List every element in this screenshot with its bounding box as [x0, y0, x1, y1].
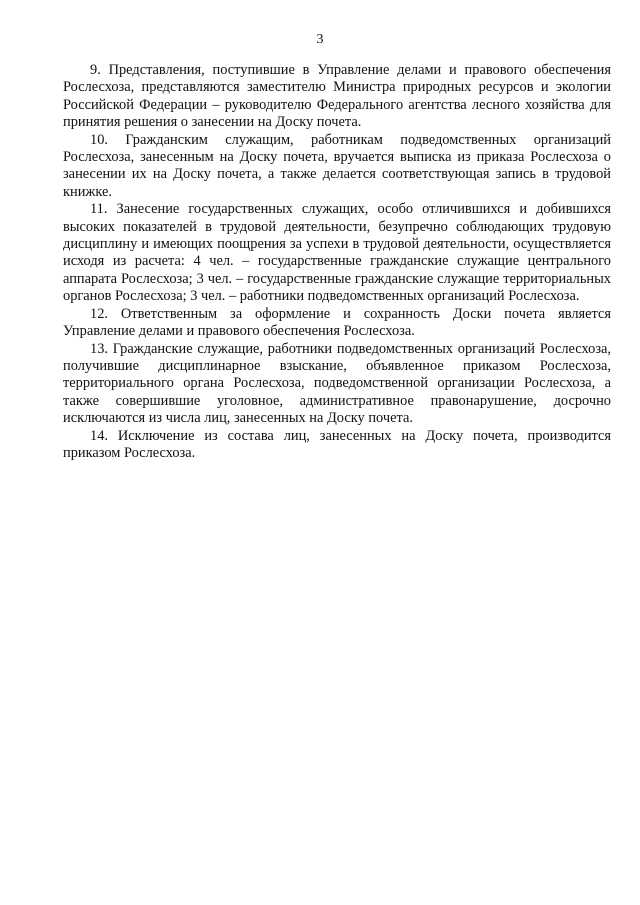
paragraph-12: 12. Ответственным за оформление и сохранность Доски почета является Управление делами и правового обеспечения Рослесхоза.	[63, 305, 611, 340]
paragraph-13: 13. Гражданские служащие, работники подведомственных организаций Рослесхоза, получившие дисциплинарное взыскание, объявленное приказом Рослесхоза, территориального органа Рослесхоза, подведомственной организации Рослесхоза, а также совершившие уголовное, административное правонарушение, досрочно исключаются из числа лиц, занесенных на Доску почета.	[63, 340, 611, 427]
document-body	[63, 62, 611, 462]
page-number: 3	[316, 32, 324, 47]
paragraph-11: 11. Занесение государственных служащих, особо отличившихся и добившихся высоких показателей в трудовой деятельности, безупречно соблюдающих трудовую дисциплину и имеющих поощрения за успехи в трудовой деятельности, осуществляется исходя из расчета: 4 чел. – государственные гражданские служащие центрального аппарата Рослесхоза; 3 чел. – государственные гражданские служащие территориальных органов Рослесхоза; 3 чел. – работники подведомственных организаций Рослесхоза.	[63, 201, 611, 305]
paragraph-10: 10. Гражданским служащим, работникам подведомственных организаций Рослесхоза, занесенным на Доску почета, вручается выписка из приказа Рослесхоза о занесении их на Доску почета, а также делается соответствующая запись в трудовой книжке.	[63, 131, 611, 200]
paragraph-9: 9. Представления, поступившие в Управление делами и правового обеспечения Рослесхоза, представляются заместителю Министра природных ресурсов и экологии Российской Федерации – руководителю Федерального агентства лесного хозяйства для принятия решения о занесении на Доску почета.	[63, 62, 611, 131]
paragraph-14: 14. Исключение из состава лиц, занесенных на Доску почета, производится приказом Рослесхоза.	[63, 427, 611, 461]
